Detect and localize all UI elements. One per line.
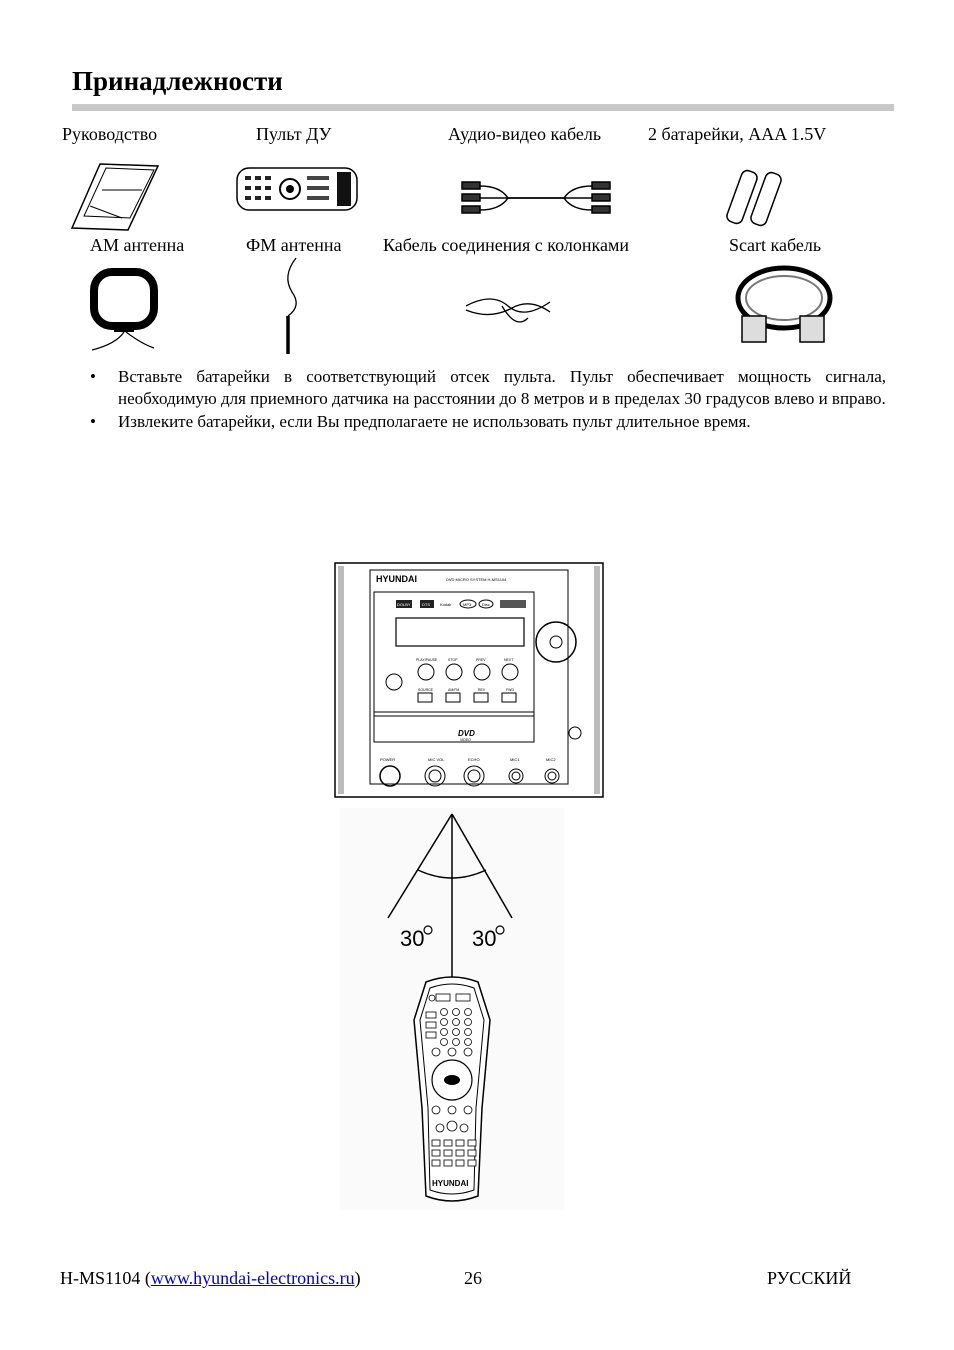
logo-4: MP3 (463, 602, 472, 607)
bullet-symbol: • (90, 367, 96, 386)
device-model-line: DVD MICRO SYSTEM H-MS1104 (446, 577, 507, 582)
scart-cable-image (732, 262, 834, 346)
list-item (90, 366, 886, 410)
angle-right-label: 30 (472, 926, 497, 951)
angle-left-label: 30 (400, 926, 425, 951)
button-label: NEXT (504, 658, 514, 662)
label-speaker-cable: Кабель соединения с колонками (383, 235, 629, 255)
label-batteries: 2 батарейки, AAA 1.5V (648, 124, 827, 144)
page-number: 26 (464, 1268, 482, 1288)
logo-2: DTS (422, 602, 430, 607)
footer-model-text: H-MS1104 ( (60, 1268, 151, 1288)
knob-label: POWER (380, 757, 396, 762)
remote-brand: HYUNDAI (432, 1179, 469, 1188)
dvd-logo: DVD (458, 729, 475, 738)
list-item (90, 411, 886, 433)
manual-image (70, 160, 162, 234)
title-rule (72, 104, 894, 111)
button-label: AM/FM (448, 688, 460, 692)
logo-1: DOLBY (397, 602, 411, 607)
footer-model (60, 1268, 361, 1289)
label-fm-antenna: ФМ антенна (246, 235, 342, 255)
remote-angle-diagram (340, 808, 564, 1210)
button-label: PLAY/PAUSE (416, 658, 438, 662)
dvd-logo-sub: VIDEO (460, 738, 471, 742)
device-brand: HYUNDAI (376, 574, 418, 584)
instructions-list (90, 366, 886, 434)
knob-label: ECHO (468, 757, 480, 762)
button-label: REV (478, 688, 486, 692)
button-label: FWD (506, 688, 514, 692)
button-label: PREV (476, 658, 486, 662)
dvd-system-front-panel (334, 562, 604, 798)
label-scart-cable: Scart кабель (729, 235, 822, 255)
button-label: STOP (448, 658, 458, 662)
am-antenna-image (86, 268, 162, 354)
batteries-image (724, 164, 790, 230)
remote-image (235, 164, 361, 214)
speaker-cable-image (462, 290, 554, 330)
bullet-text: Извлеките батарейки, если Вы предполагаете не использовать пульт длительное время. (118, 412, 751, 431)
label-manual: Руководство (62, 124, 158, 144)
footer-close-paren: ) (354, 1268, 361, 1288)
page-title: Принадлежности (72, 66, 283, 96)
remote-control (414, 977, 490, 1201)
label-am-antenna: АМ антенна (90, 235, 185, 255)
language-label: РУССКИЙ (767, 1268, 852, 1288)
bullet-symbol: • (90, 412, 96, 431)
knob-label: MIC VOL (428, 757, 445, 762)
logo-5: Disc (482, 602, 490, 607)
knob-label: MIC1 (510, 757, 520, 762)
fm-antenna-image (276, 256, 306, 356)
button-label: SOURCE (418, 688, 433, 692)
label-av-cable: Аудио-видео кабель (448, 124, 602, 144)
bullet-text: Вставьте батарейки в соответствующий отсек пульта. Пульт обеспечивает мощность сигнала, необходимую для приемного датчика на расстоянии до 8 метров и в пределах 30 градусов влево и вправо. (118, 367, 886, 408)
av-cable-image (460, 178, 612, 218)
label-remote: Пульт ДУ (256, 124, 332, 144)
website-link[interactable]: www.hyundai-electronics.ru (150, 1268, 355, 1288)
logo-3: Kodak (440, 602, 452, 607)
knob-label: MIC2 (546, 757, 556, 762)
